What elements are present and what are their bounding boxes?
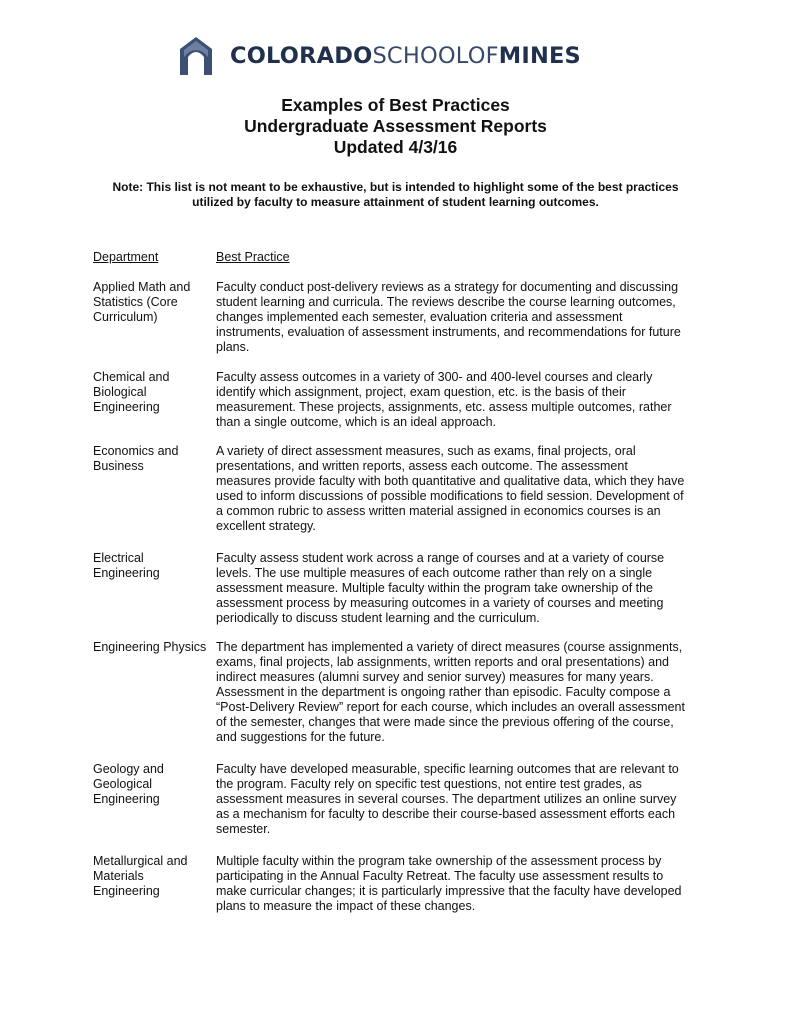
title-line-2: Undergraduate Assessment Reports xyxy=(244,116,547,136)
department-name: Economics and Business xyxy=(93,444,179,473)
best-practice-text: Faculty conduct post-delivery reviews as a strategy for documenting and discussing student learning and curricula. The reviews describe the course learning outcomes, changes implemented each semester, evaluation criteria and assessment instruments, evaluation of assessment instruments, and recommendations for future plans. xyxy=(216,280,681,354)
department-name: Electrical Engineering xyxy=(93,551,160,580)
logo-part-mines: MINES xyxy=(498,43,581,69)
logo-part-of: OF xyxy=(467,43,499,69)
department-column-header: Department xyxy=(93,250,159,264)
best-practice-text: Faculty assess outcomes in a variety of 300- and 400-level courses and clearly identify which assignment, project, exam question, etc. is the basis of their measurement. These projects, assignments, etc. assess multiple outcomes, rather than a single outcome, which is an ideal approach. xyxy=(216,370,672,429)
title-line-1: Examples of Best Practices xyxy=(281,95,510,115)
best-practice-text: The department has implemented a variety of direct measures (course assignments, exams, final projects, lab assignments, written reports and oral presentations) and indirect measures (alumni survey and senior survey) measures for many years. Assessment in the department is ongoing rather than episodic. Faculty compose a “Post-Delivery Review” report for each course, which includes an overall assessment of the semester, changes that were made since the previous offering of the course, and suggestions for the future. xyxy=(216,640,685,744)
best-practice-text: Faculty assess student work across a range of courses and at a variety of course levels. The use multiple measures of each outcome rather than rely on a single assessment measure. Multiple faculty within the program take ownership of the assessment process by measuring outcomes in a variety of courses and meeting periodically to discuss student learning and the curriculum. xyxy=(216,551,665,625)
department-name: Metallurgical and Materials Engineering xyxy=(93,854,188,898)
department-name: Geology and Geological Engineering xyxy=(93,762,164,806)
document-title xyxy=(0,95,791,158)
department-name: Applied Math and Statistics (Core Curriculum) xyxy=(93,280,191,324)
best-practice-text: Faculty have developed measurable, specific learning outcomes that are relevant to the program. Faculty rely on specific test questions, not entire test grades, as assessment measures in several courses. The department utilizes an online survey as a mechanism for faculty to describe their course-based assessment efforts each semester. xyxy=(216,762,679,836)
logo-wordmark xyxy=(230,43,581,69)
best-practice-text: Multiple faculty within the program take ownership of the assessment process by participating in the Annual Faculty Retreat. The faculty use assessment results to make curricular changes; it is particularly impressive that the faculty have developed plans to measure the impact of these changes. xyxy=(216,854,682,913)
school-logo xyxy=(176,33,616,79)
department-name: Chemical and Biological Engineering xyxy=(93,370,170,414)
title-line-3: Updated 4/3/16 xyxy=(333,137,458,157)
logo-part-school: SCHOOL xyxy=(372,43,468,69)
department-name: Engineering Physics xyxy=(93,640,207,654)
best-practice-text: A variety of direct assessment measures, such as exams, final projects, oral presentations, and written reports, assess each outcome. The assessment measures provide faculty with both quantitative and qualitative data, which they have used to inform discussions of possible modifications to field session. Development of a common rubric to assess written material assigned in economics courses is an excellent strategy. xyxy=(216,444,685,533)
logo-part-colorado: COLORADO xyxy=(230,43,373,69)
note-text: Note: This list is not meant to be exhaustive, but is intended to highlight some of the best practices utilized by faculty to measure attainment of student learning outcomes. xyxy=(112,180,679,209)
practice-column-header: Best Practice xyxy=(216,250,290,264)
mines-mark-icon xyxy=(176,35,216,77)
